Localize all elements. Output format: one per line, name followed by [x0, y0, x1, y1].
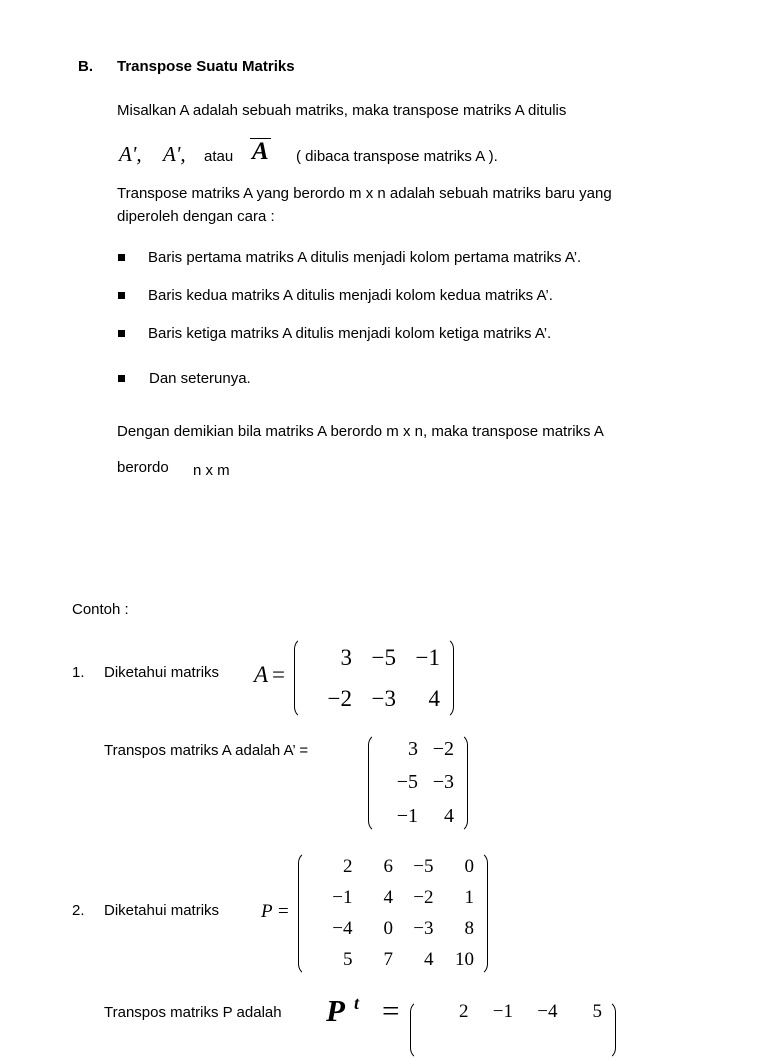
- read-as-text: ( dibaca transpose matriks A ).: [296, 148, 498, 165]
- right-paren: [441, 637, 454, 719]
- conclusion-label: berordo: [117, 459, 169, 476]
- example-number: 1.: [72, 664, 85, 681]
- examples-heading: Contoh :: [72, 601, 129, 618]
- example-label: Diketahui matriks: [104, 902, 220, 919]
- matrix-cell: 7: [383, 949, 393, 971]
- matrix-cell: −4: [332, 918, 353, 940]
- matrix-cell: −2: [327, 685, 352, 711]
- section-title: Transpose Suatu Matriks: [117, 58, 295, 75]
- transpose-label: Transpos matriks P adalah: [104, 1004, 282, 1021]
- matrix-cell: −1: [396, 804, 418, 827]
- bullet-marker: [118, 330, 125, 337]
- matrix-name: P: [261, 901, 273, 922]
- equals-sign: =: [272, 662, 285, 687]
- matrix-cell: 2: [459, 1001, 469, 1022]
- list-item: Dan seterunya.: [149, 370, 251, 387]
- equals-sign: =: [382, 993, 400, 1028]
- matrix-cell: 10: [455, 949, 474, 971]
- bullet-marker: [118, 254, 125, 261]
- notation-a-prime: A',: [119, 142, 142, 166]
- left-paren: [410, 1000, 423, 1060]
- matrix-cell: 5: [592, 1001, 602, 1022]
- matrix-a: [294, 637, 454, 719]
- matrix-cell: −3: [413, 918, 434, 940]
- matrix-cell: 3: [340, 644, 352, 670]
- list-item: Baris kedua matriks A ditulis menjadi kolom kedua matriks A’.: [148, 287, 553, 304]
- left-paren: [368, 733, 381, 833]
- matrix-cell: 4: [424, 949, 434, 971]
- matrix-cell: 8: [464, 918, 474, 940]
- matrix-cell: 6: [383, 855, 393, 877]
- bullet-marker: [118, 375, 125, 382]
- matrix-cell: 1: [464, 886, 474, 908]
- right-paren: [475, 851, 488, 976]
- matrix-name: A: [254, 662, 269, 687]
- matrix-cell: −1: [492, 1001, 513, 1022]
- list-item: Baris ketiga matriks A ditulis menjadi kolom ketiga matriks A’.: [148, 325, 552, 342]
- matrix-p-transpose: [410, 1000, 616, 1060]
- example-number: 2.: [72, 902, 85, 919]
- matrix-cell: 4: [428, 685, 440, 711]
- matrix-p: [298, 851, 488, 976]
- atau-text: atau: [204, 148, 234, 165]
- notation-a-bar: A: [252, 138, 269, 165]
- matrix-cell: −5: [396, 771, 418, 794]
- matrix-cell: 3: [408, 738, 418, 761]
- matrix-cell: −3: [432, 771, 454, 794]
- example-label: Diketahui matriks: [104, 664, 220, 681]
- right-paren: [603, 1000, 616, 1060]
- left-paren: [294, 637, 307, 719]
- matrix-cell: 4: [444, 804, 454, 827]
- equals-sign: =: [278, 901, 289, 922]
- matrix-cell: −1: [332, 886, 353, 908]
- conclusion-order: n x m: [193, 462, 230, 479]
- left-paren: [298, 851, 311, 976]
- notation-a-prime-alt: A',: [163, 142, 186, 166]
- list-item: Baris pertama matriks A ditulis menjadi kolom pertama matriks A’.: [148, 249, 582, 266]
- conclusion-line-1: Dengan demikian bila matriks A berordo m x n, maka transpose matriks A: [117, 423, 604, 440]
- matrix-cell: 4: [383, 886, 393, 908]
- matrix-cell: −4: [537, 1001, 558, 1022]
- definition-line-2: diperoleh dengan cara :: [117, 208, 275, 225]
- matrix-cell: −5: [413, 855, 434, 877]
- matrix-cell: −1: [415, 644, 440, 670]
- matrix-cell: −2: [413, 886, 434, 908]
- matrix-a-transpose: [368, 733, 468, 833]
- bullet-marker: [118, 292, 125, 299]
- section-label: B.: [78, 58, 93, 75]
- transpose-superscript: t: [354, 993, 360, 1013]
- matrix-cell: 0: [383, 918, 393, 940]
- matrix-cell: −5: [371, 644, 396, 670]
- transpose-name: P: [326, 993, 345, 1028]
- matrix-cell: 2: [343, 855, 353, 877]
- matrix-cell: 5: [343, 949, 353, 971]
- definition-line-1: Transpose matriks A yang berordo m x n adalah sebuah matriks baru yang: [117, 185, 612, 202]
- intro-line: Misalkan A adalah sebuah matriks, maka transpose matriks A ditulis: [117, 102, 567, 119]
- transpose-label: Transpos matriks A adalah A’ =: [104, 742, 309, 759]
- matrix-cell: −2: [432, 738, 454, 761]
- right-paren: [455, 733, 468, 833]
- matrix-cell: −3: [371, 685, 396, 711]
- matrix-cell: 0: [464, 855, 474, 877]
